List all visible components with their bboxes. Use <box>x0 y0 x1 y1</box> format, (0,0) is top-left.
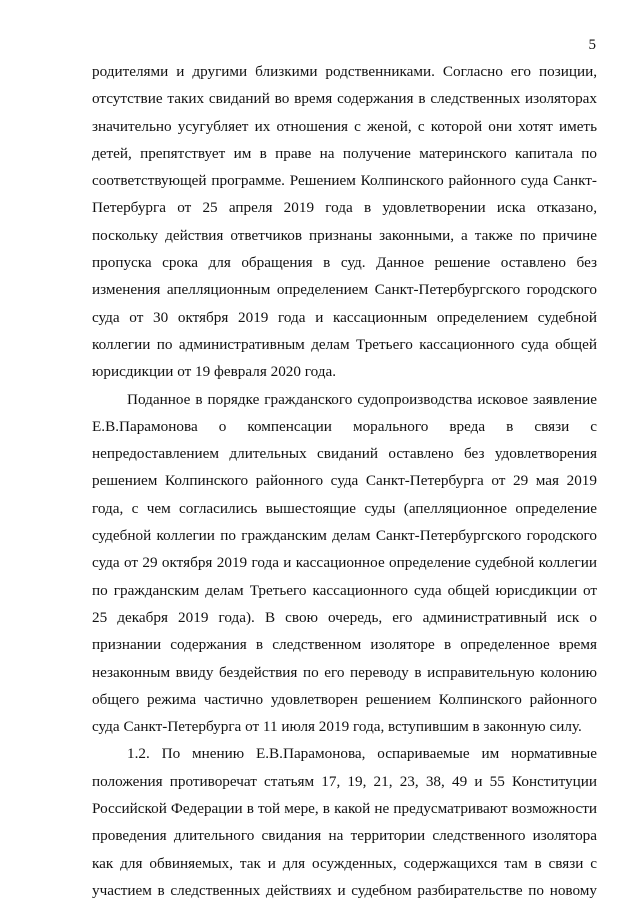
text-line: 25 декабря 2019 года). В свою очередь, его административный иск о <box>92 608 597 626</box>
text-line: участием в следственных действиях и судебном разбирательстве по новому <box>92 881 597 899</box>
text-line: пропуска срока для обращения в суд. Данное решение оставлено без <box>92 254 597 272</box>
text-line: суда Санкт-Петербурга от 11 июля 2019 года, вступившим в законную силу. <box>92 718 582 736</box>
text-line: поскольку действия ответчиков признаны законными, а также по причине <box>92 226 597 244</box>
text-line: решением Колпинского районного суда Санкт-Петербурга от 29 мая 2019 <box>92 472 597 490</box>
text-line: детей, препятствует им в праве на получение материнского капитала по <box>92 144 597 162</box>
text-line: года, с чем согласились вышестоящие суды (апелляционное определение <box>92 499 597 517</box>
text-line: изменения апелляционным определением Санкт-Петербургского городского <box>92 281 597 299</box>
text-line: значительно усугубляет их отношения с женой, с которой они хотят иметь <box>92 117 597 135</box>
text-line: проведения длительного свидания на территории следственного изолятора <box>92 827 597 845</box>
body-text <box>92 58 597 904</box>
text-line: по гражданским делам Третьего кассационного суда общей юрисдикции от <box>92 581 597 599</box>
text-line: суда от 29 октября 2019 года и кассационное определение судебной коллегии <box>92 554 597 572</box>
text-line: как для обвиняемых, так и для осужденных, содержащихся там в связи с <box>92 854 597 872</box>
text-line: Е.В.Парамонова о компенсации морального вреда в связи с <box>92 417 597 435</box>
text-line: Российской Федерации в той мере, в какой не предусматривают возможности <box>92 800 597 818</box>
paragraph-1 <box>92 58 597 386</box>
text-line: 1.2. По мнению Е.В.Парамонова, оспариваемые им нормативные <box>127 745 597 763</box>
text-line: суда от 30 октября 2019 года и кассационным определением судебной <box>92 308 597 326</box>
text-line: непредоставлением длительных свиданий оставлено без удовлетворения <box>92 445 597 463</box>
paragraph-3 <box>92 740 597 904</box>
text-line: положения противоречат статьям 17, 19, 21, 23, 38, 49 и 55 Конституции <box>92 772 597 790</box>
text-line: отсутствие таких свиданий во время содержания в следственных изоляторах <box>92 90 597 108</box>
text-line: Поданное в порядке гражданского судопроизводства исковое заявление <box>127 390 597 408</box>
text-line: Петербурга от 25 апреля 2019 года в удовлетворении иска отказано, <box>92 199 597 217</box>
text-line: признании содержания в следственном изоляторе в определенное время <box>92 636 597 654</box>
text-line: общего режима частично удовлетворен решением Колпинского районного <box>92 690 597 708</box>
text-line: судебной коллегии по гражданским делам Санкт-Петербургского городского <box>92 527 597 545</box>
page-number: 5 <box>588 37 596 53</box>
text-line: юрисдикции от 19 февраля 2020 года. <box>92 363 337 381</box>
text-line: соответствующей программе. Решением Колпинского районного суда Санкт- <box>92 172 597 190</box>
text-line: коллегии по административным делам Третьего кассационного суда общей <box>92 335 597 353</box>
paragraph-2 <box>92 386 597 741</box>
text-line: родителями и другими близкими родственниками. Согласно его позиции, <box>92 63 597 80</box>
text-line: незаконным ввиду бездействия по его переводу в исправительную колонию <box>92 663 597 681</box>
